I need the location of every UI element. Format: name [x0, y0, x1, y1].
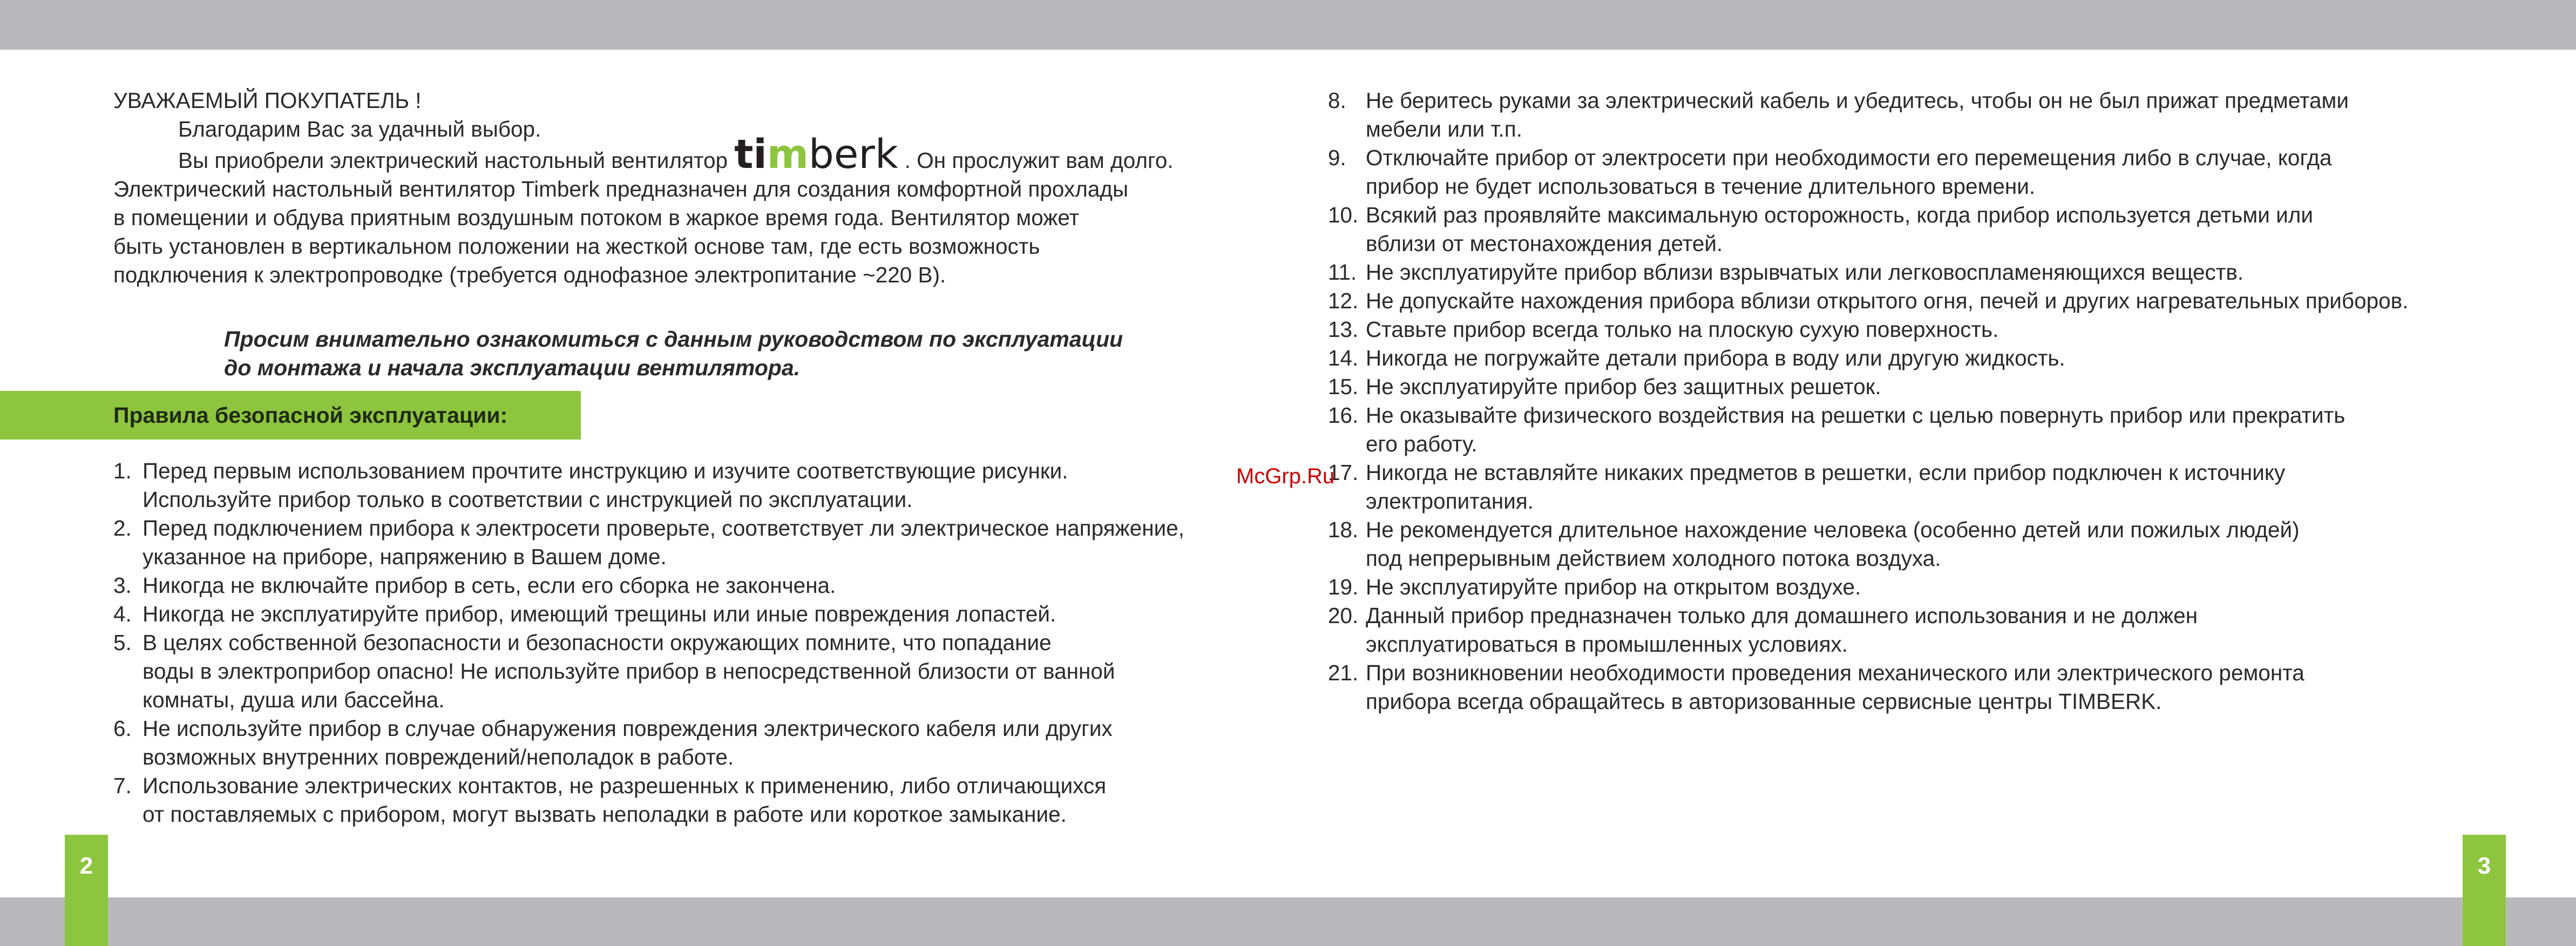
- paragraph-line: быть установлен в вертикальном положении на жесткой основе там, где есть возможность: [113, 234, 1040, 259]
- rule-line: Использование электрических контактов, не разрешенных к применению, либо отличающихся: [143, 773, 1107, 798]
- rule-line: его работу.: [1366, 431, 1477, 456]
- rule-line: Используйте прибор только в соответствии с инструкцией по эксплуатации.: [143, 487, 913, 512]
- rule-number: 13.: [1328, 317, 1359, 342]
- rule-number: 19.: [1328, 575, 1359, 599]
- rule-line: Перед первым использованием прочтите инструкцию и изучите соответствующие рисунки.: [143, 458, 1068, 483]
- rule-number: 8.: [1328, 88, 1346, 113]
- page-number-right: 3: [2463, 835, 2506, 946]
- rule-number: 18.: [1328, 517, 1359, 542]
- rule-item: [1328, 258, 2537, 287]
- rule-line: Не оказывайте физического воздействия на решетки с целью повернуть прибор или прекратить: [1366, 403, 2345, 428]
- notice-line: до монтажа и начала эксплуатации вентилятора.: [224, 355, 801, 380]
- rule-item: [1328, 516, 2537, 573]
- rule-text: [143, 629, 1290, 714]
- rule-item: [1328, 458, 2537, 516]
- rule-number: 16.: [1328, 403, 1359, 428]
- paragraph-line: в помещении и обдува приятным воздушным потоком в жаркое время года. Вентилятор может: [113, 205, 1080, 230]
- bottom-gray-band: [0, 897, 2576, 946]
- rule-line: Не допускайте нахождения прибора вблизи открытого огня, печей и других нагревательных приборов.: [1366, 288, 2409, 313]
- rule-number: 7.: [113, 773, 132, 798]
- rule-text: [1366, 315, 2537, 344]
- rule-line: Отключайте прибор от электросети при необходимости его перемещения либо в случае, когда: [1366, 145, 2332, 170]
- rule-text: [1366, 144, 2537, 201]
- rule-text: [1366, 602, 2537, 659]
- greeting-line-1: Благодарим Вас за удачный выбор.: [178, 117, 541, 141]
- rule-line: Ставьте прибор всегда только на плоскую сухую поверхность.: [1366, 317, 1999, 342]
- rule-line: При возникновении необходимости проведения механического или электрического ремонта: [1366, 660, 2304, 685]
- rule-text: [1366, 401, 2537, 458]
- rule-text: [1366, 458, 2537, 516]
- rule-line: от поставляемых с прибором, могут вызвать неполадки в работе или короткое замыкание.: [143, 802, 1067, 827]
- greeting-block: [113, 86, 1279, 382]
- rule-number: 12.: [1328, 288, 1359, 313]
- rule-text: [1366, 373, 2537, 401]
- rule-line: Не рекомендуется длительное нахождение человека (особенно детей или пожилых людей): [1366, 517, 2300, 542]
- rule-number: 15.: [1328, 374, 1359, 399]
- rule-line: прибор не будет использоваться в течение длительного времени.: [1366, 174, 2036, 199]
- rule-text: [143, 772, 1290, 829]
- section-header-bar: [0, 391, 581, 440]
- rule-text: [1366, 86, 2537, 144]
- rule-number: 17.: [1328, 460, 1359, 485]
- rule-line: указанное на приборе, напряжению в Вашем доме.: [143, 544, 667, 569]
- rule-text: [1366, 287, 2537, 315]
- rule-line: Не беритесь руками за электрический кабель и убедитесь, чтобы он не был прижат предметами: [1366, 88, 2349, 113]
- rule-text: [1366, 516, 2537, 573]
- rule-text: [143, 514, 1290, 571]
- paragraph-line: подключения к электропроводке (требуется однофазное электропитание ~220 В).: [113, 262, 946, 287]
- rule-number: 4.: [113, 602, 132, 626]
- rule-number: 10.: [1328, 202, 1359, 227]
- rule-line: Не эксплуатируйте прибор без защитных решеток.: [1366, 374, 1881, 399]
- rule-number: 2.: [113, 516, 132, 540]
- rule-text: [1366, 201, 2537, 258]
- top-gray-band: [0, 0, 2576, 50]
- manual-notice: [113, 325, 1279, 382]
- rule-item: [1328, 344, 2537, 373]
- rule-item: [1328, 573, 2537, 602]
- rule-line: мебели или т.п.: [1366, 117, 1522, 141]
- rule-text: [1366, 573, 2537, 602]
- rule-line: эксплуатироваться в промышленных условиях.: [1366, 632, 1848, 657]
- greeting-line-2-end: . Он прослужит вам долго.: [904, 148, 1174, 173]
- rule-item: [113, 629, 1290, 714]
- rule-text: [143, 600, 1290, 629]
- rule-line: Никогда не вставляйте никаких предметов в решетки, если прибор подключен к источнику: [1366, 460, 2286, 485]
- rule-text: [143, 571, 1290, 600]
- rule-item: [1328, 86, 2537, 144]
- rule-number: 1.: [113, 458, 132, 483]
- greeting-line-2: [113, 131, 1279, 178]
- rule-line: электропитания.: [1366, 489, 1534, 513]
- rule-number: 5.: [113, 630, 132, 655]
- rule-line: Никогда не включайте прибор в сеть, если его сборка не закончена.: [143, 573, 836, 598]
- rule-line: Всякий раз проявляйте максимальную осторожность, когда прибор используется детьми или: [1366, 202, 2313, 227]
- section-title: Правила безопасной эксплуатации:: [113, 403, 508, 428]
- safety-rules-list-left: [113, 457, 1290, 829]
- timberk-logo: timberk: [734, 131, 898, 178]
- rule-item: [113, 772, 1290, 829]
- rule-line: Не используйте прибор в случае обнаружения повреждения электрического кабеля или других: [143, 716, 1113, 741]
- rule-item: [1328, 315, 2537, 344]
- rule-item: [1328, 144, 2537, 201]
- rule-line: прибора всегда обращайтесь в авторизованные сервисные центры TIMBERK.: [1366, 689, 2162, 714]
- rule-line: комнаты, душа или бассейна.: [143, 687, 445, 712]
- rule-item: [113, 514, 1290, 571]
- rule-item: [1328, 602, 2537, 659]
- rule-line: Перед подключением прибора к электросети проверьте, соответствует ли электрическое напряжение,: [143, 516, 1184, 540]
- greeting-paragraph: [113, 175, 1279, 289]
- rule-text: [1366, 344, 2537, 373]
- rule-number: 11.: [1328, 260, 1357, 285]
- rule-item: [1328, 287, 2537, 315]
- rule-line: В целях собственной безопасности и безопасности окружающих помните, что попадание: [143, 630, 1052, 655]
- rule-number: 9.: [1328, 145, 1346, 170]
- rule-number: 3.: [113, 573, 132, 598]
- rule-number: 20.: [1328, 603, 1359, 628]
- rule-text: [143, 457, 1290, 514]
- rule-line: возможных внутренних повреждений/неполадок в работе.: [143, 745, 734, 769]
- rule-item: [1328, 401, 2537, 458]
- rule-line: Данный прибор предназначен только для домашнего использования и не должен: [1366, 603, 2198, 628]
- rule-text: [1366, 659, 2537, 716]
- rule-item: [1328, 201, 2537, 258]
- rule-line: под непрерывным действием холодного потока воздуха.: [1366, 546, 1941, 571]
- paragraph-line: Электрический настольный вентилятор Timberk предназначен для создания комфортной прохлады: [113, 177, 1129, 201]
- rule-item: [113, 714, 1290, 772]
- rule-line: Никогда не погружайте детали прибора в воду или другую жидкость.: [1366, 346, 2065, 370]
- rule-line: вблизи от местонахождения детей.: [1366, 231, 1723, 256]
- rule-line: воды в электроприбор опасно! Не используйте прибор в непосредственной близости от ванной: [143, 659, 1115, 684]
- rule-line: Не эксплуатируйте прибор вблизи взрывчатых или легковоспламеняющихся веществ.: [1366, 260, 2244, 285]
- safety-rules-list-right: [1328, 86, 2537, 716]
- page-number-left: 2: [65, 835, 108, 946]
- rule-item: [113, 457, 1290, 514]
- rule-number: 21.: [1328, 660, 1359, 685]
- greeting-line-2-start: Вы приобрели электрический настольный вентилятор: [178, 148, 728, 173]
- greeting-title: УВАЖАЕМЫЙ ПОКУПАТЕЛЬ !: [113, 88, 422, 113]
- notice-line: Просим внимательно ознакомиться с данным руководством по эксплуатации: [224, 327, 1123, 352]
- watermark: McGrp.Ru: [1236, 464, 1335, 488]
- rule-number: 6.: [113, 716, 132, 741]
- rule-line: Не эксплуатируйте прибор на открытом воздухе.: [1366, 575, 1861, 599]
- rule-item: [113, 600, 1290, 629]
- rule-item: [1328, 659, 2537, 716]
- rule-item: [113, 571, 1290, 600]
- rule-line: Никогда не эксплуатируйте прибор, имеющий трещины или иные повреждения лопастей.: [143, 602, 1056, 626]
- rule-number: 14.: [1328, 346, 1359, 370]
- rule-text: [1366, 258, 2537, 287]
- rule-item: [1328, 373, 2537, 401]
- rule-text: [143, 714, 1290, 772]
